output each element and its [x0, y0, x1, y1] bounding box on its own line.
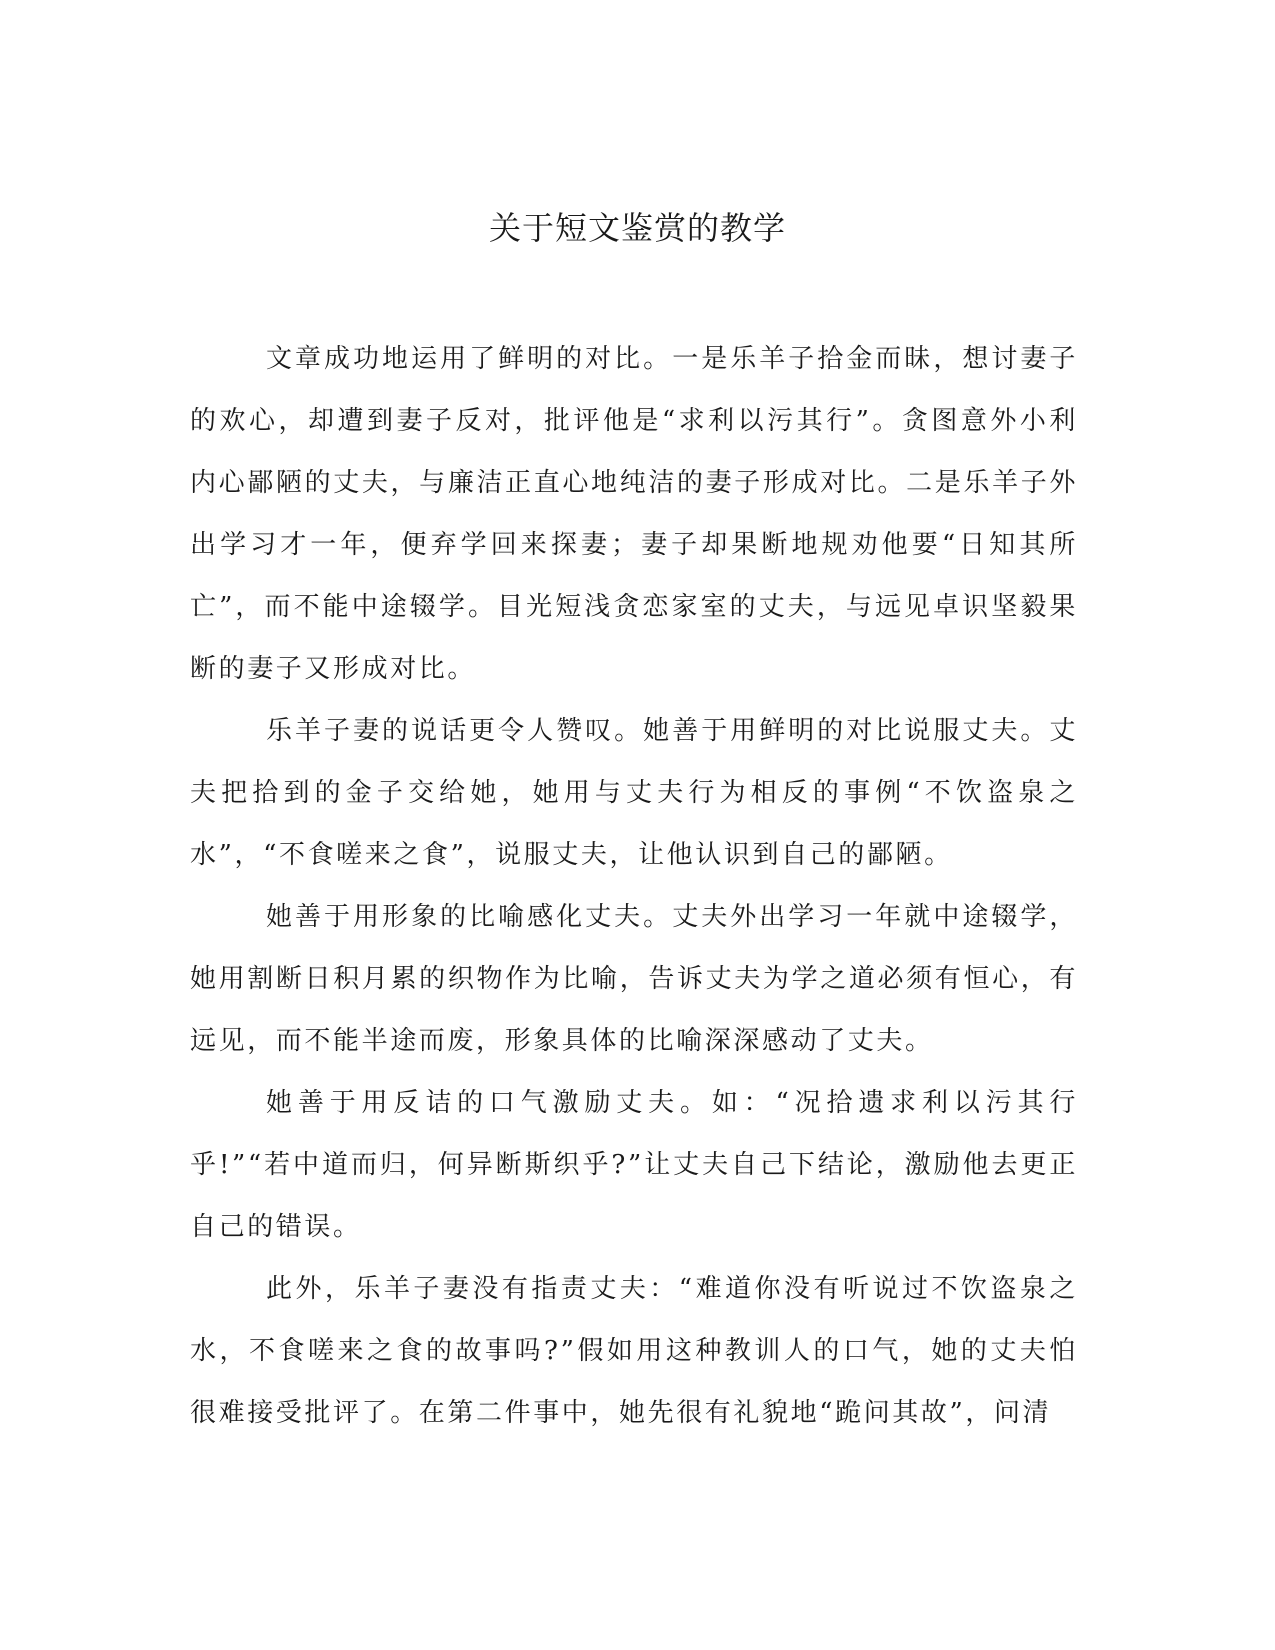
document-title: 关于短文鉴赏的教学 [488, 209, 786, 247]
paragraph: 此外，乐羊子妻没有指责丈夫：“难道你没有听说过不饮盗泉之水，不食嗟来之食的故事吗?”假如用这种教训人的口气，她的丈夫怕很难接受批评了。在第二件事中，她先很有礼貌地“跪问其故”，问清 [190, 1274, 1078, 1428]
paragraph: 乐羊子妻的说话更令人赞叹。她善于用鲜明的对比说服丈夫。丈夫把拾到的金子交给她，她用与丈夫行为相反的事例“不饮盗泉之水”，“不食嗟来之食”，说服丈夫，让他认识到自己的鄙陋。 [190, 716, 1078, 870]
document-body [190, 328, 1078, 1444]
paragraph: 文章成功地运用了鲜明的对比。一是乐羊子拾金而昧，想讨妻子的欢心，却遭到妻子反对，批评他是“求利以污其行”。贪图意外小利内心鄙陋的丈夫，与廉洁正直心地纯洁的妻子形成对比。二是乐羊子外出学习才一年，便弃学回来探妻；妻子却果断地规劝他要“日知其所亡”，而不能中途辍学。目光短浅贪恋家室的丈夫，与远见卓识坚毅果断的妻子又形成对比。 [190, 344, 1078, 684]
paragraph: 她善于用反诘的口气激励丈夫。如：“况拾遗求利以污其行乎!”“若中道而归，何异断斯织乎?”让丈夫自己下结论，激励他去更正自己的错误。 [190, 1088, 1078, 1242]
paragraph: 她善于用形象的比喻感化丈夫。丈夫外出学习一年就中途辍学，她用割断日积月累的织物作为比喻，告诉丈夫为学之道必须有恒心，有远见，而不能半途而废，形象具体的比喻深深感动了丈夫。 [190, 902, 1078, 1056]
